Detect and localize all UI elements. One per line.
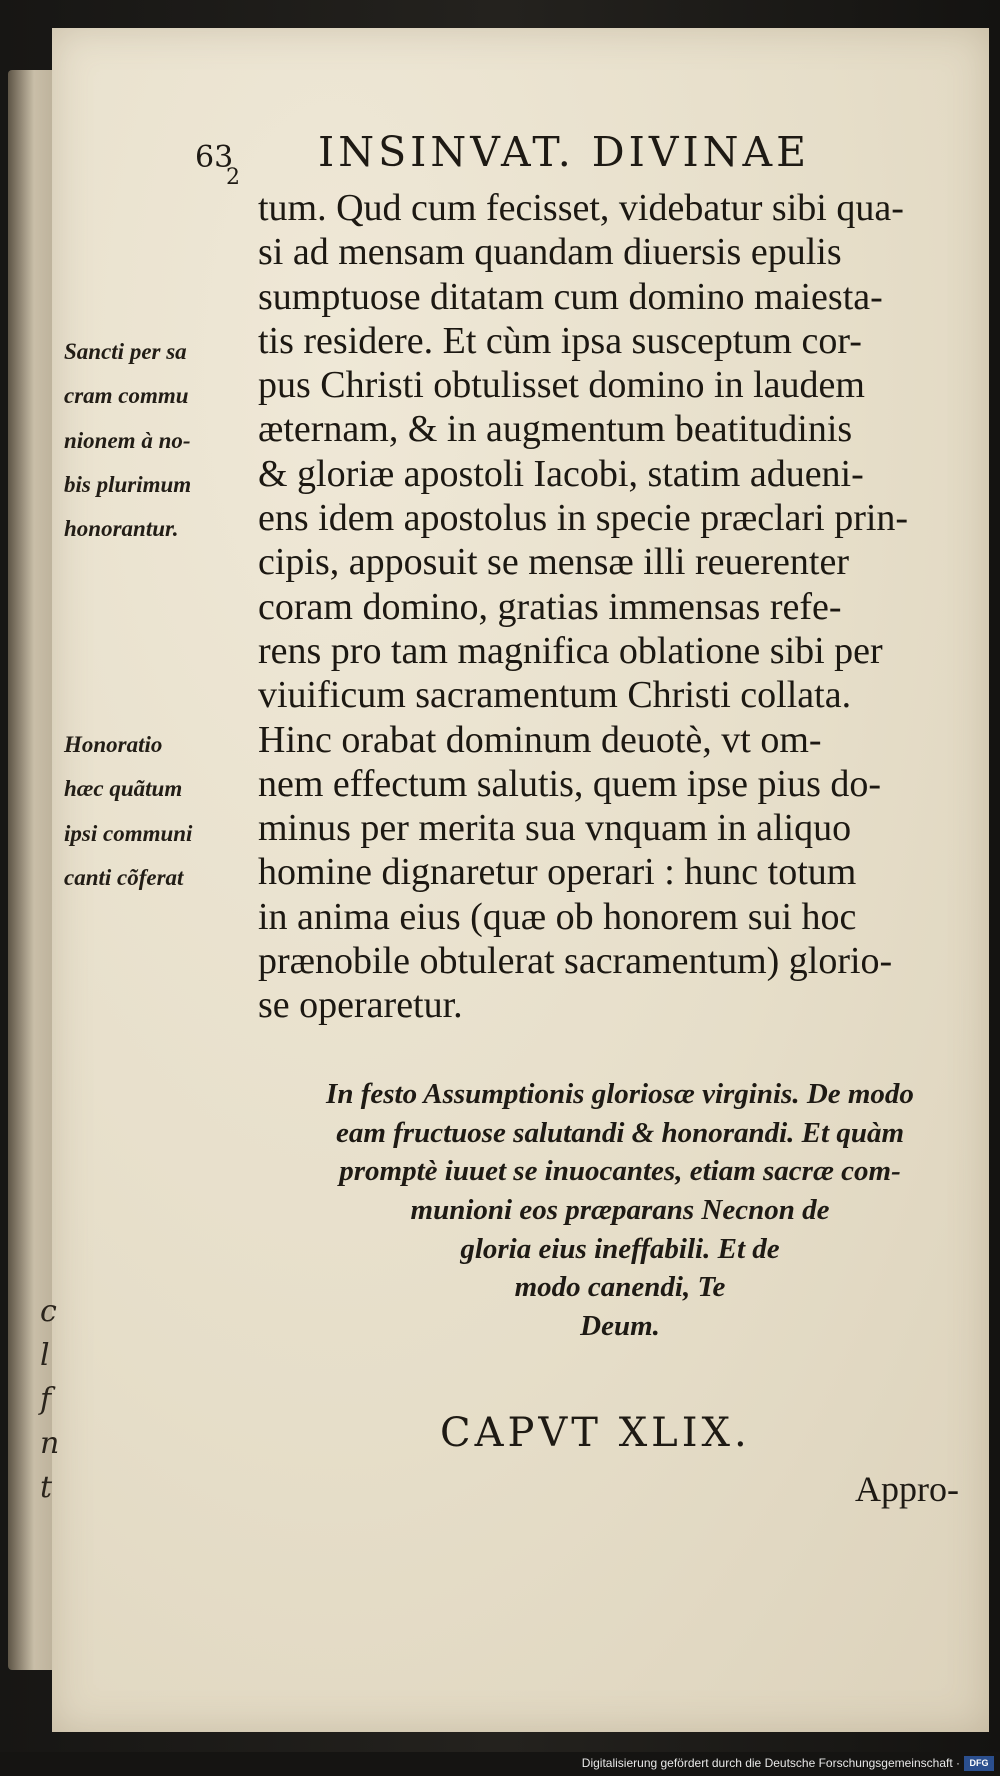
text-line: se operaretur. [258,984,463,1027]
text-line: viuificum sacramentum Christi collata. [258,674,852,717]
bind-mark: f [40,1382,52,1417]
catchword: Appro- [855,1469,959,1509]
text-line: prænobile obtulerat sacramentum) glorio- [258,940,893,983]
margin-note [64,723,264,900]
bind-mark: c [40,1294,57,1329]
margin-note-line: nionem à no- [64,427,191,453]
text-line: tum. Qud cum fecisset, videbatur sibi qua- [258,187,904,229]
text-line: nem effectum salutis, quem ipse pius do- [258,762,882,805]
bind-mark: l [40,1338,50,1373]
margin-note-line: Honoratio [64,732,163,757]
heading-line: promptè iuuet se inuocantes, etiam sacræ com- [339,1155,901,1188]
text-line: & gloriæ apostoli Iacobi, statim adueni- [258,452,864,495]
heading-line: In festo Assumptionis gloriosæ virginis. De modo [326,1078,914,1110]
margin-note-line: Sancti per sa [64,339,187,364]
heading-line: Deum. [580,1310,660,1343]
section-heading [250,1075,990,1346]
binding-edge-marks [40,1290,62,1510]
text-line: sumptuose ditatam cum domino maiesta- [258,275,883,318]
text-line: in anima eius (quæ ob honorem sui hoc [258,895,857,938]
text-line: Hinc orabat dominum deuotè, vt om- [258,718,822,761]
running-head: INSINVAT. DIVINAE [318,128,811,176]
bind-mark: t [40,1470,53,1505]
text-line: cipis, apposuit se mensæ illi reuerenter [258,541,849,584]
text-line: minus per merita sua vnquam in aliquo [258,807,852,850]
heading-line: eam fructuose salutandi & honorandi. Et quàm [335,1116,905,1149]
text-line: si ad mensam quandam diuersis epulis [258,231,842,274]
text-line: coram domino, gratias immensas refe- [258,585,842,628]
margin-note-line: honorantur. [64,516,179,542]
margin-note-line: canti cõferat [64,864,184,890]
text-line: æternam, & in augmentum beatitudinis [258,408,853,451]
text-line: rens pro tam magnifica oblatione sibi per [258,629,883,672]
chapter-title: CAPVT XLIX. [440,1410,751,1456]
margin-note [64,330,264,551]
page-number-sub: 2 [226,165,240,190]
digitization-credit: Digitalisierung gefördert durch die Deutsche Forschungsgemeinschaft · [581,1756,960,1770]
dfg-logo: DFG [964,1756,994,1771]
heading-line: modo canendi, Te [514,1271,726,1304]
margin-note-line: cram commu [64,383,189,409]
page-number: 63 [195,140,234,175]
margin-note-line: hæc quãtum [64,776,183,802]
bind-mark: n [40,1426,60,1461]
margin-note-line: bis plurimum [64,471,192,497]
text-line: homine dignaretur operari : hunc totum [258,851,857,894]
heading-line: munioni eos præparans Necnon de [410,1194,830,1227]
heading-line: gloria eius ineffabili. Et de [460,1232,780,1265]
text-line: pus Christi obtulisset domino in laudem [258,364,865,407]
body-text [258,186,968,1028]
text-line: tis residere. Et cùm ipsa susceptum cor- [258,319,862,362]
text-line: ens idem apostolus in specie præclari prin- [258,497,909,540]
margin-note-line: ipsi communi [64,820,193,846]
